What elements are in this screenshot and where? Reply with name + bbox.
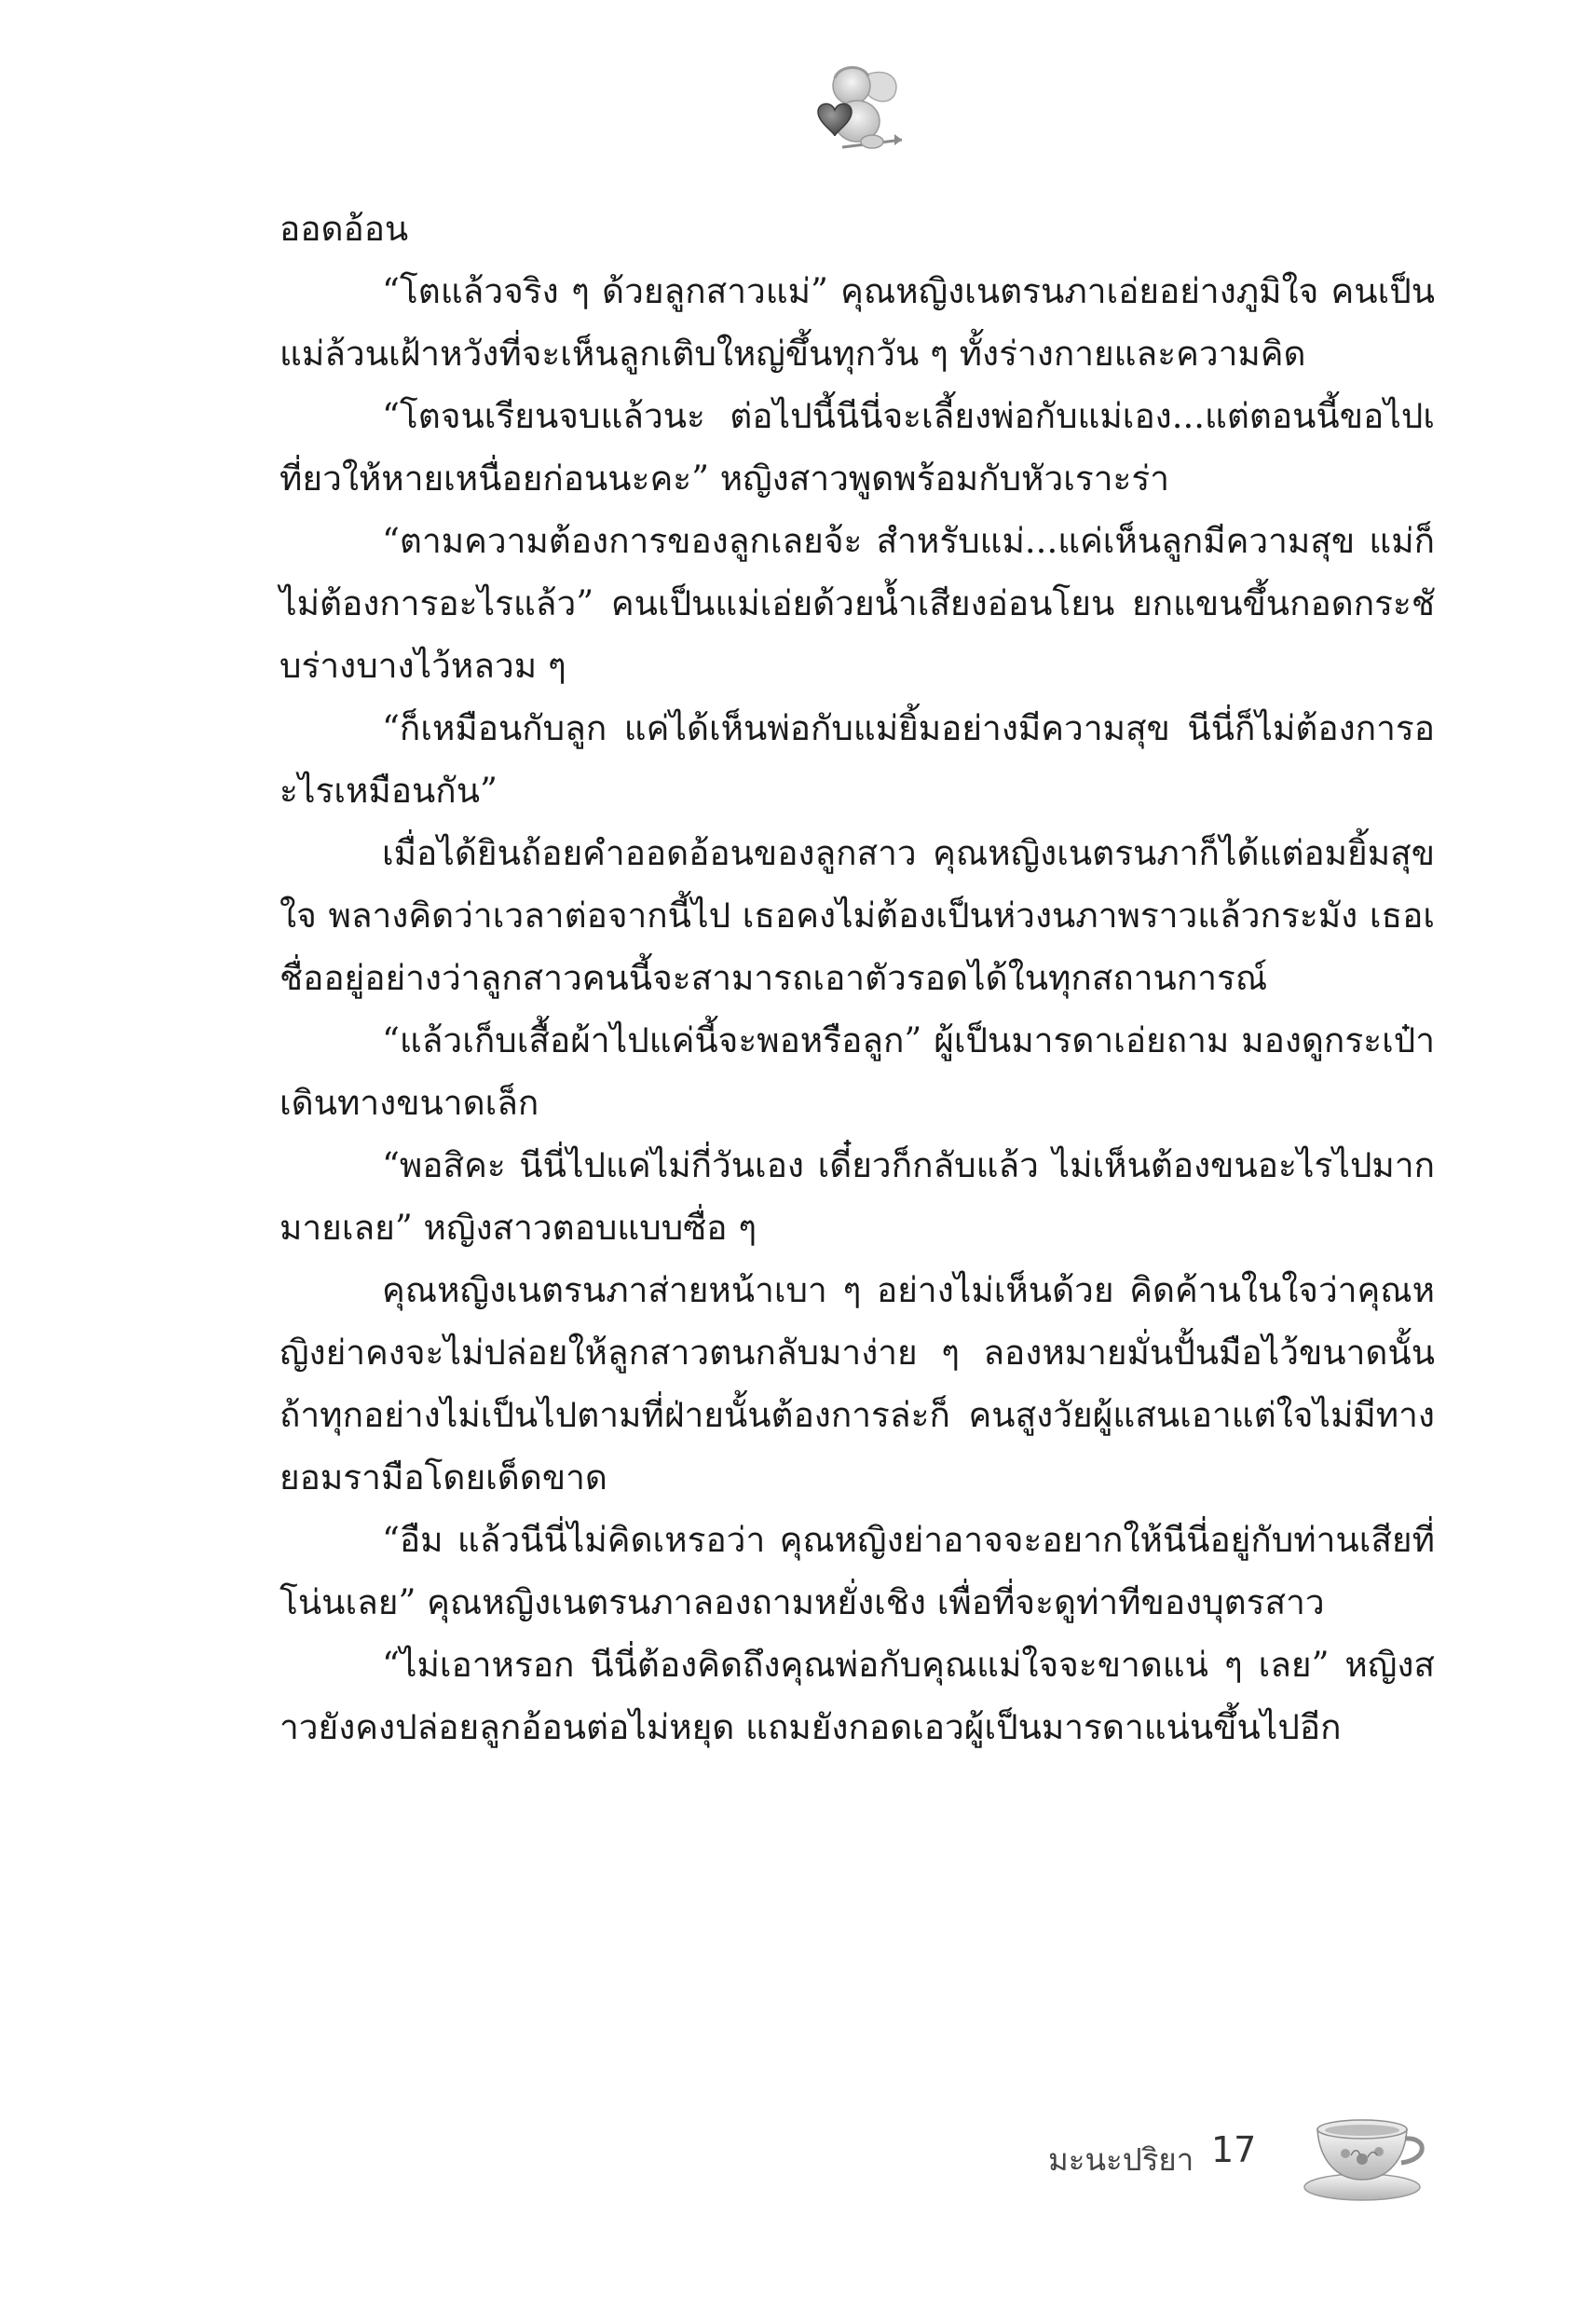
page-number: 17 xyxy=(1211,2129,1257,2170)
paragraph: “โตแล้วจริง ๆ ด้วยลูกสาวแม่” คุณหญิงเนตรนภาเอ่ยอย่างภูมิใจ คนเป็นแม่ล้วนเฝ้าหวังที่จะเห็นลูกเติบใหญ่ขึ้นทุกวัน ๆ ทั้งร่างกายและความคิด xyxy=(280,271,1435,374)
author-name: มะนะปริยา xyxy=(1048,2141,1194,2178)
paragraph: “แล้วเก็บเสื้อผ้าไปแค่นี้จะพอหรือลูก” ผู้เป็นมารดาเอ่ยถาม มองดูกระเป๋าเดินทางขนาดเล็ก xyxy=(280,1020,1435,1123)
paragraph: “พอสิคะ นีนี่ไปแค่ไม่กี่วันเอง เดี๋ยวก็กลับแล้ว ไม่เห็นต้องขนอะไรไปมากมายเลย” หญิงสาวตอบแบบซื่อ ๆ xyxy=(280,1145,1435,1248)
paragraph: เมื่อได้ยินถ้อยคำออดอ้อนของลูกสาว คุณหญิงเนตรนภาก็ได้แต่อมยิ้มสุขใจ พลางคิดว่าเวลาต่อจากนี้ไป เธอคงไม่ต้องเป็นห่วงนภาพราวแล้วกระมัง เธอเชื่ออยู่อย่างว่าลูกสาวคนนี้จะสามารถเอาตัวรอดได้ในทุกสถานการณ์ xyxy=(280,833,1435,998)
paragraph: “ไม่เอาหรอก นีนี่ต้องคิดถึงคุณพ่อกับคุณแม่ใจจะขาดแน่ ๆ เลย” หญิงสาวยังคงปล่อยลูกอ้อนต่อไม่หยุด แถมยังกอดเอวผู้เป็นมารดาแน่นขึ้นไปอีก xyxy=(280,1645,1435,1747)
paragraph: “ตามความต้องการของลูกเลยจ้ะ สำหรับแม่...แค่เห็นลูกมีความสุข แม่ก็ไม่ต้องการอะไรแล้ว” คนเป็นแม่เอ่ยด้วยน้ำเสียงอ่อนโยน ยกแขนขึ้นกอดกระชับร่างบางไว้หลวม ๆ xyxy=(280,521,1435,686)
page-footer xyxy=(0,2101,1596,2222)
teacup-icon xyxy=(1297,2101,1437,2213)
paragraph: “โตจนเรียนจบแล้วนะ ต่อไปนี้นีนี่จะเลี้ยงพ่อกับแม่เอง...แต่ตอนนี้ขอไปเที่ยวให้หายเหนื่อยก่อนนะคะ” หญิงสาวพูดพร้อมกับหัวเราะร่า xyxy=(280,396,1435,499)
paragraph: คุณหญิงเนตรนภาส่ายหน้าเบา ๆ อย่างไม่เห็นด้วย คิดค้านในใจว่าคุณหญิงย่าคงจะไม่ปล่อยให้ลูกสาวตนกลับมาง่าย ๆ ลองหมายมั่นปั้นมือไว้ขนาดนั้น ถ้าทุกอย่างไม่เป็นไปตามที่ฝ่ายนั้นต้องการล่ะก็ คนสูงวัยผู้แสนเอาแต่ใจไม่มีทางยอมรามือโดยเด็ดขาด xyxy=(280,1270,1435,1497)
paragraph: “ก็เหมือนกับลูก แค่ได้เห็นพ่อกับแม่ยิ้มอย่างมีความสุข นีนี่ก็ไม่ต้องการอะไรเหมือนกัน” xyxy=(280,708,1435,811)
paragraph: “อืม แล้วนีนี่ไม่คิดเหรอว่า คุณหญิงย่าอาจจะอยากให้นีนี่อยู่กับท่านเสียที่โน่นเลย” คุณหญิงเนตรนภาลองถามหยั่งเชิง เพื่อที่จะดูท่าทีของบุตรสาว xyxy=(280,1520,1435,1622)
paragraph: ออดอ้อน xyxy=(280,209,409,249)
cherub-with-heart-icon xyxy=(798,58,909,160)
body-text xyxy=(280,198,1435,1758)
